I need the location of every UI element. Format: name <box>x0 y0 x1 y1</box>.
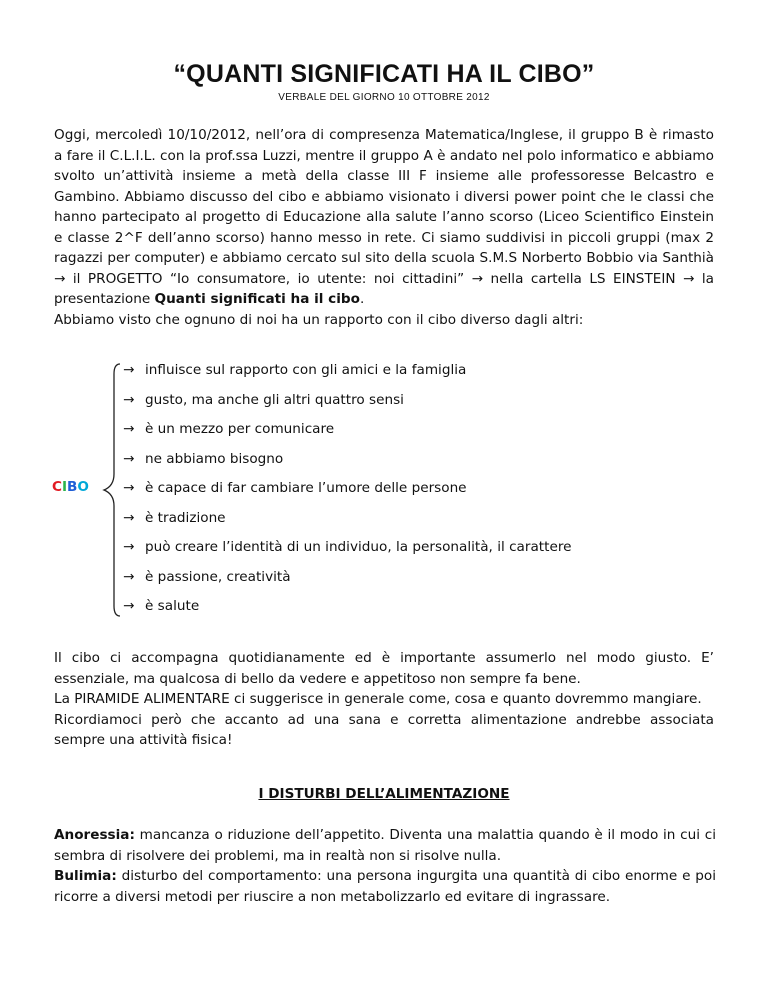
arrow-right-icon: → <box>123 391 135 408</box>
intro-text <box>54 125 714 310</box>
conclusion-paragraph: Il cibo ci accompagna quotidianamente ed è importante assumerlo nel modo giusto. E’ essenziale, ma qualcosa di bello da vedere e appetitoso non sempre fa bene. <box>54 650 714 687</box>
list-item-text: è salute <box>145 598 200 614</box>
list-item <box>123 508 571 538</box>
list-item-text: è capace di far cambiare l’umore delle persone <box>145 480 467 496</box>
arrow-right-icon: → <box>123 539 135 555</box>
definition <box>54 866 716 907</box>
arrow-right-icon: → <box>123 362 135 378</box>
list-item-text: gusto, ma anche gli altri quattro sensi <box>145 391 404 408</box>
list-item-text: è un mezzo per comunicare <box>145 421 335 437</box>
intro-text-end: . <box>359 291 365 307</box>
cibo-letter: B <box>67 479 78 495</box>
list-item <box>123 360 571 390</box>
cibo-letter: O <box>77 479 89 495</box>
list-item <box>123 390 571 420</box>
list-item <box>123 596 571 626</box>
definition-term: Anoressia: <box>54 827 135 843</box>
list-item-text: è tradizione <box>145 509 226 526</box>
conclusion-paragraph: La PIRAMIDE ALIMENTARE ci suggerisce in generale come, cosa e quanto dovremmo mangiare. <box>54 691 702 707</box>
curly-brace <box>94 362 122 618</box>
presentation-title: Quanti significati ha il cibo <box>154 291 360 307</box>
conclusion-paragraphs <box>54 648 714 751</box>
definitions <box>54 825 716 907</box>
list-item <box>123 567 571 597</box>
cibo-label <box>52 479 89 495</box>
arrow-right-icon: → <box>123 421 135 437</box>
arrow-right-icon: → <box>123 598 135 614</box>
intro-paragraph <box>54 125 714 330</box>
cibo-letter: C <box>52 479 62 495</box>
list-item <box>123 478 571 508</box>
arrow-right-icon: → <box>123 509 135 526</box>
cibo-letter: I <box>61 479 68 495</box>
definition <box>54 825 716 866</box>
definition-term: Bulimia: <box>54 868 117 884</box>
list-item-text: è passione, creatività <box>145 568 291 585</box>
document-title: “QUANTI SIGNIFICATI HA IL CIBO” <box>173 60 595 88</box>
list-item-text: influisce sul rapporto con gli amici e la famiglia <box>145 362 467 378</box>
list-item-text: ne abbiamo bisogno <box>145 450 284 467</box>
document-subtitle: VERBALE DEL GIORNO 10 OTTOBRE 2012 <box>278 92 490 103</box>
section-heading: I DISTURBI DELL’ALIMENTAZIONE <box>258 786 510 802</box>
list-item <box>123 537 571 567</box>
arrow-right-icon: → <box>123 480 135 496</box>
list-item <box>123 449 571 479</box>
list-item-text: può creare l’identità di un individuo, la personalità, il carattere <box>145 539 572 555</box>
list-item <box>123 419 571 449</box>
conclusion-paragraph: Ricordiamoci però che accanto ad una sana e corretta alimentazione andrebbe associata sempre una attività fisica! <box>54 711 714 748</box>
arrow-right-icon: → <box>123 450 135 467</box>
intro-text-main: Oggi, mercoledì 10/10/2012, nell’ora di compresenza Matematica/Inglese, il gruppo B è rimasto a fare il C.L.I.L. con la prof.ssa Luzzi, mentre il gruppo A è andato nel polo informatico e abbiamo svolto un’attività insieme a metà della classe III F insieme alle professoresse Belcastro e Gambino. Abbiamo discusso del cibo e abbiamo visionato i diversi power point che le classi che hanno partecipato al progetto di Educazione alla salute l’anno scorso (Liceo Scientifico Einstein e classe 2^F dell’anno scorso) hanno messo in rete. Ci siamo suddivisi in piccoli gruppi (max 2 ragazzi per computer) e abbiamo cercato sul sito della scuola S.M.S Norberto Bobbio via Santhià → il PROGETTO “Io consumatore, io utente: noi cittadini” → nella cartella LS EINSTEIN → la presentazione <box>54 127 714 307</box>
definition-text: disturbo del comportamento: una persona ingurgita una quantità di cibo enorme e poi ricorre a diversi metodi per riuscire a non metabolizzarlo ed evitare di ingrassare. <box>54 868 716 905</box>
definition-text: mancanza o riduzione dell’appetito. Diventa una malattia quando è il modo in cui ci sembra di risolvere dei problemi, ma in realtà non si risolve nulla. <box>54 827 716 864</box>
intro-line-2: Abbiamo visto che ognuno di noi ha un rapporto con il cibo diverso dagli altri: <box>54 311 584 328</box>
cibo-meanings-list <box>123 360 571 626</box>
arrow-right-icon: → <box>123 568 135 585</box>
